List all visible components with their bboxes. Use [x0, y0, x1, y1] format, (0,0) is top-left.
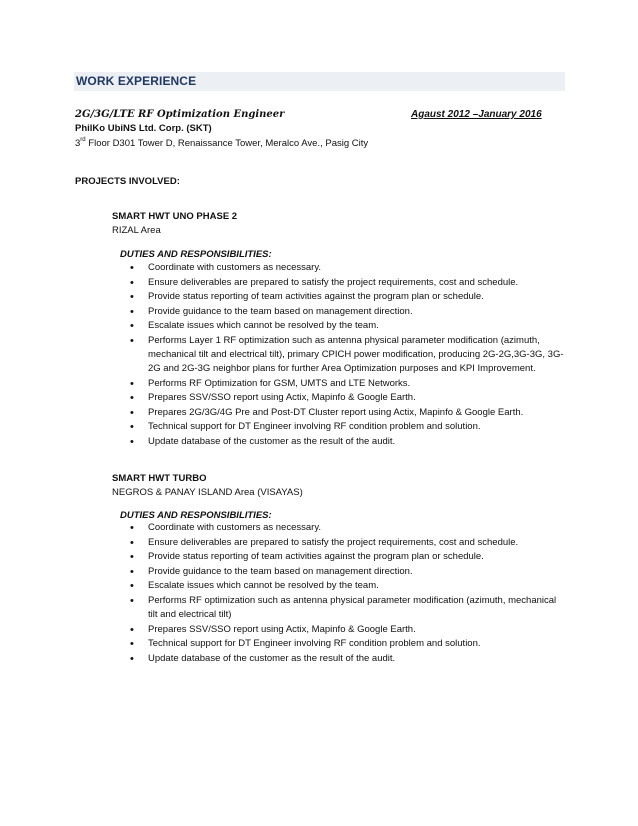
duty-item: • Provide guidance to the team based on management direction.: [130, 305, 568, 319]
duty-item: • Update database of the customer as the result of the audit.: [130, 435, 568, 449]
duty-item: • Coordinate with customers as necessary.: [130, 261, 568, 275]
section-title: WORK EXPERIENCE: [76, 74, 197, 88]
duty-item: • Performs RF optimization such as antenna physical parameter modification (azimuth, mechanical tilt and electrical tilt): [130, 594, 568, 622]
project-area: RIZAL Area: [112, 225, 161, 236]
duties-label: DUTIES AND RESPONSIBILITIES:: [120, 510, 272, 521]
job-dates: Agaust 2012 –January 2016: [411, 109, 542, 120]
address-floor-suffix: rd: [80, 137, 86, 143]
projects-involved-label: PROJECTS INVOLVED:: [75, 176, 180, 187]
project-area: NEGROS & PANAY ISLAND Area (VISAYAS): [112, 487, 303, 498]
duty-item: • Coordinate with customers as necessary.: [130, 521, 568, 535]
duty-item: • Provide status reporting of team activities against the program plan or schedule.: [130, 290, 568, 304]
duty-item: • Prepares SSV/SSO report using Actix, Mapinfo & Google Earth.: [130, 623, 568, 637]
address-rest: Floor D301 Tower D, Renaissance Tower, Meralco Ave., Pasig City: [85, 138, 369, 150]
section-header-work-experience: [74, 72, 565, 91]
duties-list: [130, 261, 568, 450]
duty-item: • Update database of the customer as the result of the audit.: [130, 652, 568, 666]
address-floor: 3: [75, 138, 81, 150]
duty-item: • Provide guidance to the team based on management direction.: [130, 565, 568, 579]
duty-item: • Performs RF Optimization for GSM, UMTS and LTE Networks.: [130, 377, 568, 391]
duty-item: • Escalate issues which cannot be resolved by the team.: [130, 579, 568, 593]
duty-item: • Prepares SSV/SSO report using Actix, Mapinfo & Google Earth.: [130, 391, 568, 405]
duty-item: • Technical support for DT Engineer involving RF condition problem and solution.: [130, 637, 568, 651]
duty-item: • Escalate issues which cannot be resolved by the team.: [130, 319, 568, 333]
duties-label: DUTIES AND RESPONSIBILITIES:: [120, 249, 272, 260]
duty-item: • Technical support for DT Engineer involving RF condition problem and solution.: [130, 420, 568, 434]
company-address: [75, 138, 368, 149]
job-title: 2G/3G/LTE RF Optimization Engineer: [75, 109, 285, 120]
duty-item: • Ensure deliverables are prepared to satisfy the project requirements, cost and schedule.: [130, 276, 568, 290]
project-name: SMART HWT TURBO: [112, 473, 207, 484]
project-name: SMART HWT UNO PHASE 2: [112, 211, 238, 222]
duty-item: • Prepares 2G/3G/4G Pre and Post-DT Cluster report using Actix, Mapinfo & Google Earth.: [130, 406, 568, 420]
duty-item: • Performs Layer 1 RF optimization such as antenna physical parameter modification (azimuth, mechanical tilt and electrical tilt), primary CPICH power modification, producing 2G-2G,3G-3G, 3G-2G and 2G-3G neighbor plans for further Area Optimization purposes and KPI Improvement.: [130, 334, 568, 376]
duties-list: [130, 521, 568, 666]
company-name: PhilKo UbiNS Ltd. Corp. (SKT): [75, 123, 212, 134]
duty-item: • Ensure deliverables are prepared to satisfy the project requirements, cost and schedule.: [130, 536, 568, 550]
duty-item: • Provide status reporting of team activities against the program plan or schedule.: [130, 550, 568, 564]
